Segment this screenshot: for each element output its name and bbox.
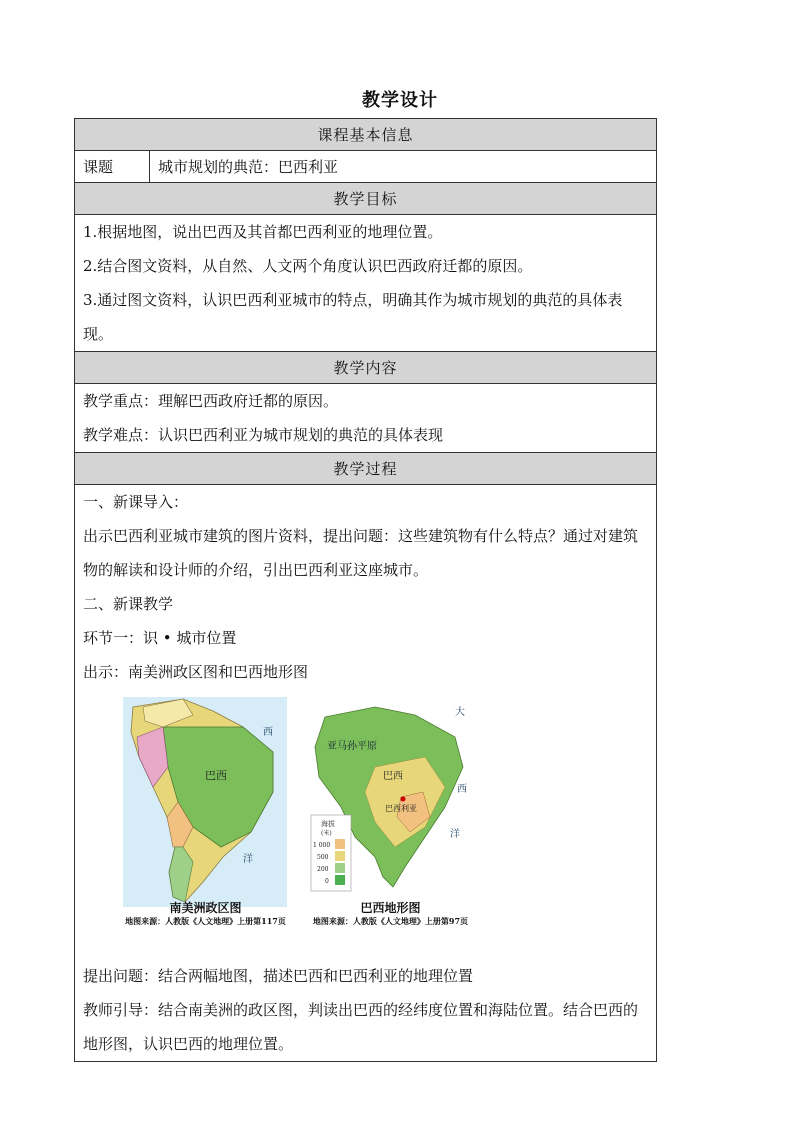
map-label-ocean-w: 西 [263,727,273,738]
right-map-title: 巴西地形图 [360,901,421,915]
map-label-yang: 洋 [450,829,460,840]
map-label-brazil: 巴西 [205,769,227,782]
left-map-source: 地图来源：人教版《人文地理》上册第117页 [125,916,286,926]
question: 提出问题：结合两幅地图，描述巴西和巴西利亚的地理位置 [83,967,474,985]
objective-item: 3.通过图文资料，认识巴西利亚城市的特点，明确其作为城市规划的典范的具体表现。 [83,291,623,343]
intro-heading: 一、新课导入： [83,493,189,511]
process-cell [75,485,657,1062]
section-basic-info: 课程基本信息 [75,119,657,151]
maps-figure [83,689,648,929]
document-title: 教学设计 [362,90,438,111]
difficulty: 教学难点：认识巴西利亚为城市规划的典范的具体表现 [83,426,444,444]
map-label-ocean-yang: 洋 [243,854,253,865]
objective-item: 2.结合图文资料，从自然、人文两个角度认识巴西政府迁都的原因。 [83,257,533,275]
topic-label: 课题 [75,151,150,183]
left-map-caption [103,899,308,927]
brazil-terrain-map [305,697,469,897]
right-map-source: 地图来源：人教版《人文地理》上册第97页 [312,916,469,926]
show-maps: 出示：南美洲政区图和巴西地形图 [83,663,309,681]
step-one: 环节一：识 • 城市位置 [83,629,237,647]
map-label-plain: 亚马孙平原 [327,741,377,752]
objective-item: 1.根据地图，说出巴西及其首都巴西利亚的地理位置。 [83,223,443,241]
key-point: 教学重点：理解巴西政府迁都的原因。 [83,392,339,410]
section-objectives: 教学目标 [75,183,657,215]
legend-level: 1 000 [313,842,331,849]
legend-level: 0 [325,878,329,885]
legend-level: 200 [317,866,329,873]
south-america-map [123,697,287,907]
legend-unit: (米) [321,830,332,837]
section-process: 教学过程 [75,453,657,485]
teach-heading: 二、新课教学 [83,595,174,613]
right-map-caption [298,899,483,927]
intro-text: 出示巴西利亚城市建筑的图片资料，提出问题：这些建筑物有什么特点？通过对建筑物的解读和设计师的介绍，引出巴西利亚这座城市。 [83,527,639,579]
left-map-title: 南美洲政区图 [169,901,242,915]
topic-value: 城市规划的典范：巴西利亚 [150,151,657,183]
teacher-guide: 教师引导：结合南美洲的政区图，判读出巴西的经纬度位置和海陆位置。结合巴西的地形图，认识巴西的地理位置。 [83,1001,639,1053]
map-label-brazil-terrain: 巴西 [383,771,403,782]
content-cell [75,384,657,453]
objectives-cell [75,215,657,352]
map-label-da: 大 [455,707,465,718]
legend-level: 500 [317,854,329,861]
map-label-xi: 西 [457,784,467,795]
map-label-capital: 巴西利亚 [385,804,417,813]
section-content: 教学内容 [75,352,657,384]
legend-title: 海拔 [321,820,335,828]
lesson-plan-table [74,118,657,1062]
